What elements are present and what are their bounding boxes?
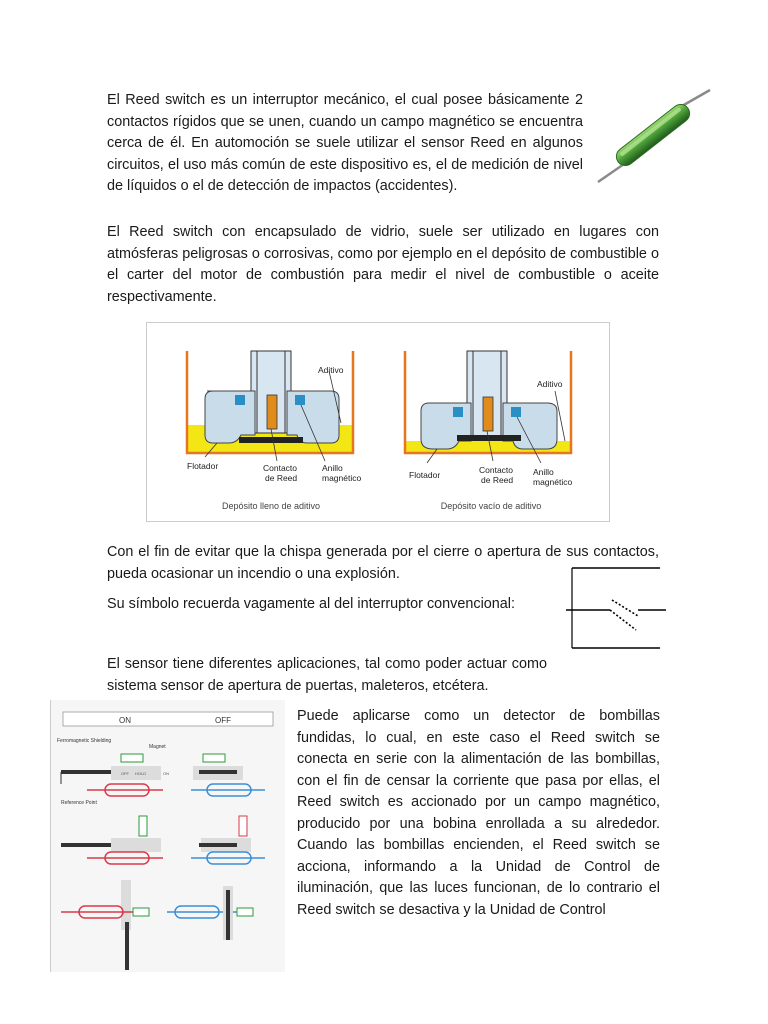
label-off: OFF — [215, 716, 231, 725]
paragraph-applications: El sensor tiene diferentes aplicaciones, tal como poder actuar como sistema sensor de apertura de puertas, maleteros, etcétera. — [107, 656, 547, 694]
label-reference: Reference Point — [61, 800, 97, 806]
label-magnet: Magnet — [149, 744, 166, 750]
label-contacto-right: Contacto — [479, 465, 514, 475]
label-contacto-left: Contacto — [263, 463, 298, 473]
tank-level-figure — [146, 322, 610, 522]
reed-blue-2 — [191, 852, 265, 864]
label-dereed-left: de Reed — [265, 473, 298, 483]
reed-red-2 — [87, 852, 163, 864]
tank-full — [187, 351, 361, 511]
tank-empty — [405, 351, 572, 511]
label-anillo-right: Anillo — [533, 467, 554, 477]
label-ferromagnetic: Ferromagnetic Shielding — [57, 738, 112, 744]
small-hold-1: HOLD — [135, 771, 147, 776]
caption-tank-full: Depósito lleno de aditivo — [221, 501, 321, 511]
reed-blue-3 — [167, 906, 247, 918]
paragraph-symbol: Su símbolo recuerda vagamente al del interruptor convencional: — [107, 596, 515, 612]
label-on: ON — [119, 716, 131, 725]
paragraph-glass: El Reed switch con encapsulado de vidrio, suele ser utilizado en lugares con atmósferas peligrosas o corrosivas, como por ejemplo en el depósito de combustible o el carter del motor de combustión para medir el nivel de combustible o aceite respectivamente. — [107, 224, 659, 305]
caption-tank-empty: Depósito vacío de aditivo — [440, 501, 542, 511]
label-magnetico-right: magnético — [533, 477, 573, 487]
reed-blue-1 — [191, 784, 265, 796]
reed-switch-symbol — [566, 566, 666, 650]
label-magnetico-left: magnético — [322, 473, 362, 483]
label-aditivo-right: Aditivo — [537, 379, 563, 389]
small-on-1: ON — [163, 771, 169, 776]
small-off-1: OFF — [121, 771, 129, 776]
reed-red-1 — [87, 784, 163, 796]
paragraph-bulb-detector: Puede aplicarse como un detector de bombillas fundidas, lo cual, en este caso el Reed switch se conecta en serie con la alimentación de las bombillas, con el fin de censar la corriente que pasa por ellas, el Reed switch es accionado por un campo magnético, producido por una bobina enrollada a su alrededor. Cuando las bombillas encienden, el Reed switch se acciona, informando a la Unidad de Control de iluminación, que las luces funcionan, de lo contrario el Reed switch se desactiva y la Unidad de Control — [297, 708, 660, 918]
label-flotador-right: Flotador — [409, 470, 441, 480]
label-anillo-left: Anillo — [322, 463, 343, 473]
paragraph-spark: Con el fin de evitar que la chispa generada por el cierre o apertura de sus contactos, pueda ocasionar un incendio o una explosión. — [107, 544, 659, 582]
reed-switch-photo — [594, 88, 712, 188]
paragraph-intro: El Reed switch es un interruptor mecánico, el cual posee básicamente 2 contactos rígidos que se unen, cuando un campo magnético se encuentra cerca de él. En automoción se suele utilizar el sensor Reed en algunos circuitos, el uso más común de este dispositivo es, el de medición de nivel de líquidos o el de detección de impactos (accidentes). — [107, 92, 583, 194]
on-off-figure — [50, 700, 285, 972]
label-dereed-right: de Reed — [481, 475, 514, 485]
label-flotador-left: Flotador — [187, 461, 219, 471]
label-aditivo-left: Aditivo — [318, 365, 344, 375]
